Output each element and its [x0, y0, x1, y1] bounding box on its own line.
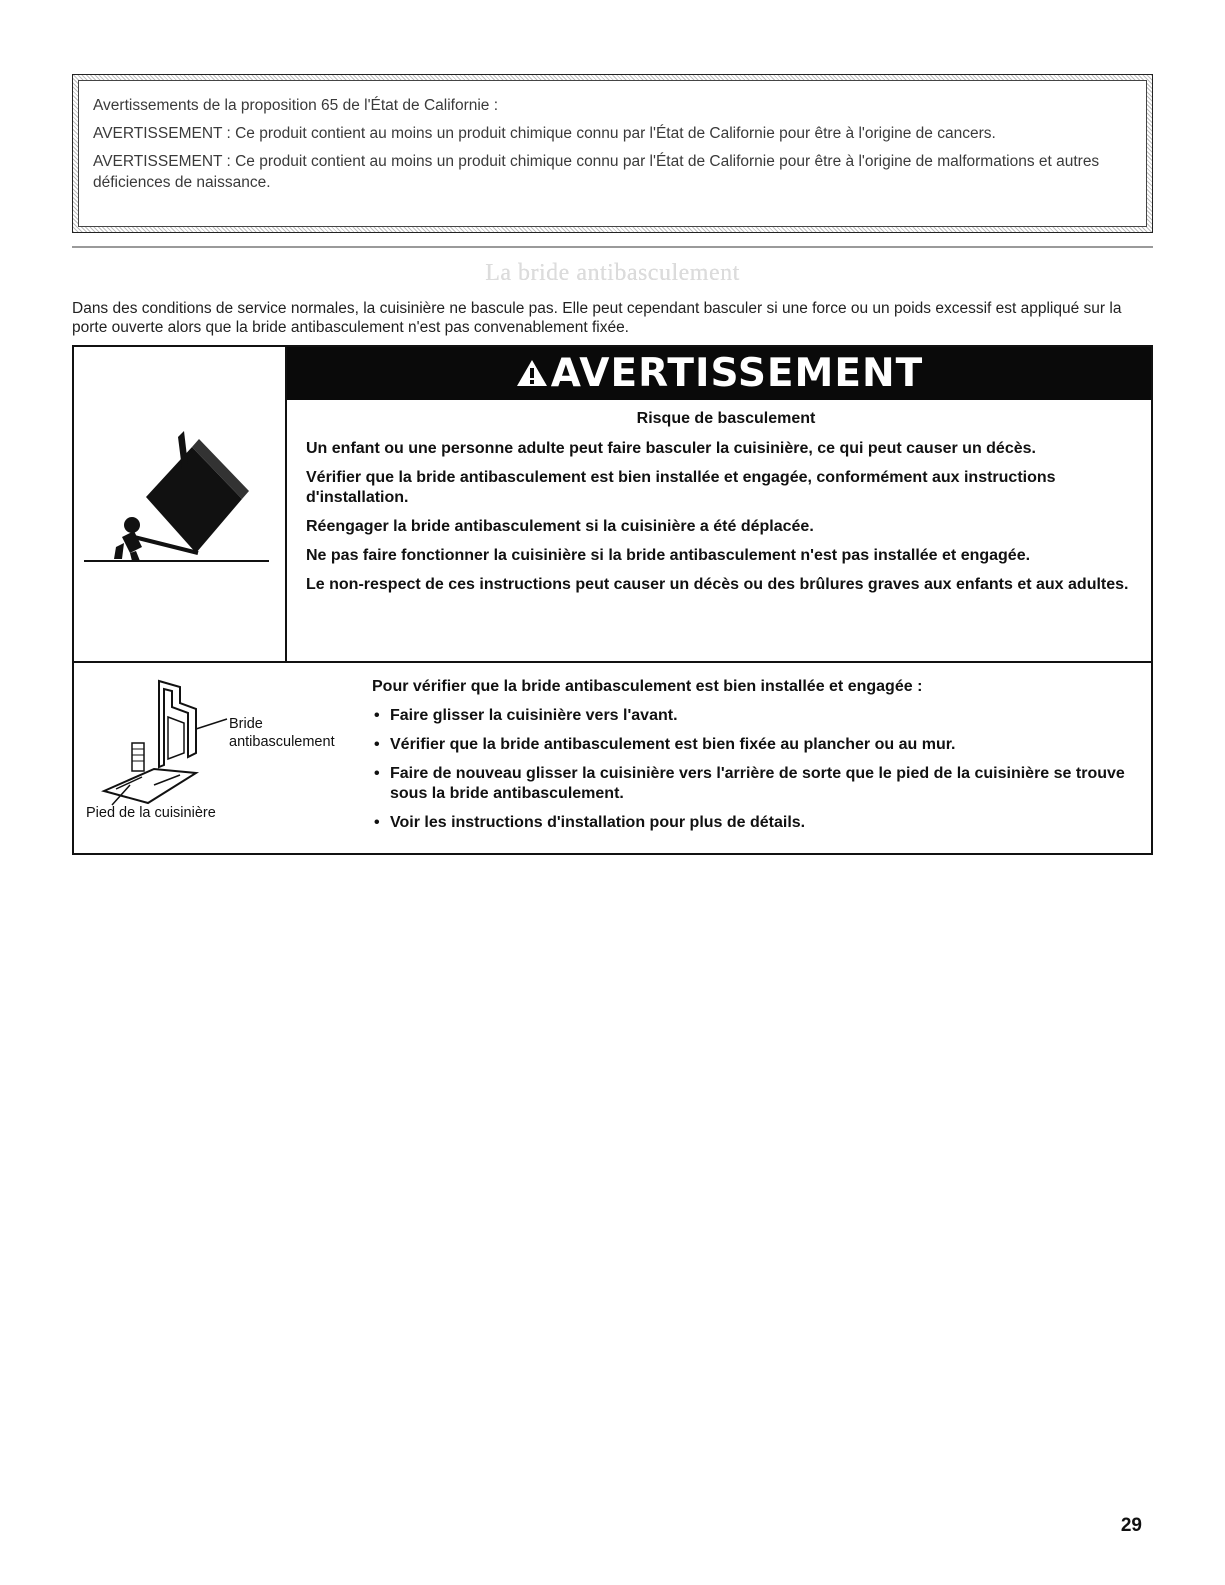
bracket-label-line1: Bride — [229, 716, 263, 732]
section-divider — [72, 246, 1153, 248]
verification-step: • Faire glisser la cuisinière vers l'avant. — [372, 706, 1152, 726]
section-title: La bride antibasculement — [485, 260, 740, 286]
bracket-label-line2: antibasculement — [229, 734, 335, 750]
verification-lead: Pour vérifier que la bride antibasculement est bien installée et engagée : — [372, 678, 923, 695]
warning-header-bar — [287, 347, 1151, 400]
prop65-heading: Avertissements de la proposition 65 de l'État de Californie : — [93, 97, 499, 114]
verification-step: • Faire de nouveau glisser la cuisinière vers l'arrière de sorte que le pied de la cuisinière se trouve sous la bride antibasculement. — [372, 764, 1152, 804]
warning-risk-title: Risque de basculement — [636, 410, 816, 427]
warning-header-label: AVERTISSEMENT — [550, 351, 924, 396]
page-number: 29 — [1120, 1515, 1142, 1536]
warning-body — [306, 409, 1146, 604]
prop65-warning-box — [72, 74, 1153, 233]
prop65-cancer-warning: AVERTISSEMENT : Ce produit contient au moins un produit chimique connu par l'État de Californie pour être à l'origine de cancers. — [93, 125, 996, 142]
verification-step: • Voir les instructions d'installation pour plus de détails. — [372, 813, 1152, 833]
tip-over-warning-box — [72, 345, 1153, 855]
warning-section-divider — [74, 661, 1151, 663]
verification-step: • Vérifier que la bride antibasculement est bien fixée au plancher ou au mur. — [372, 735, 1152, 755]
prop65-warning-content — [78, 80, 1147, 227]
warning-paragraph: Un enfant ou une personne adulte peut faire basculer la cuisinière, ce qui peut causer un décès. — [306, 440, 1036, 457]
warning-triangle-icon — [515, 349, 549, 402]
warning-paragraph: Vérifier que la bride antibasculement est bien installée et engagée, conformément aux instructions d'installation. — [306, 469, 1056, 506]
prop65-birth-defect-warning: AVERTISSEMENT : Ce produit contient au moins un produit chimique connu par l'État de Californie pour être à l'origine de malformations et autres déficiences de naissance. — [93, 153, 1100, 191]
tipping-range-illustration — [74, 347, 283, 657]
verification-steps — [372, 706, 1152, 833]
verification-instructions — [372, 677, 1152, 842]
tip-over-illustration-panel — [74, 347, 287, 661]
section-intro: Dans des conditions de service normales, la cuisinière ne bascule pas. Elle peut cependant basculer si une force ou un poids excessif est appliqué sur la porte ouverte alors que la bride antibasculement n'est pas convenablement fixée. — [72, 300, 1122, 336]
warning-paragraph: Le non-respect de ces instructions peut causer un décès ou des brûlures graves aux enfants et aux adultes. — [306, 576, 1129, 593]
range-foot-label: Pied de la cuisinière — [86, 805, 216, 821]
anti-tip-bracket-illustration — [84, 673, 234, 813]
bracket-label — [229, 715, 335, 751]
warning-paragraph: Ne pas faire fonctionner la cuisinière si la bride antibasculement n'est pas installée et engagée. — [306, 547, 1031, 564]
warning-paragraph: Réengager la bride antibasculement si la cuisinière a été déplacée. — [306, 518, 814, 535]
